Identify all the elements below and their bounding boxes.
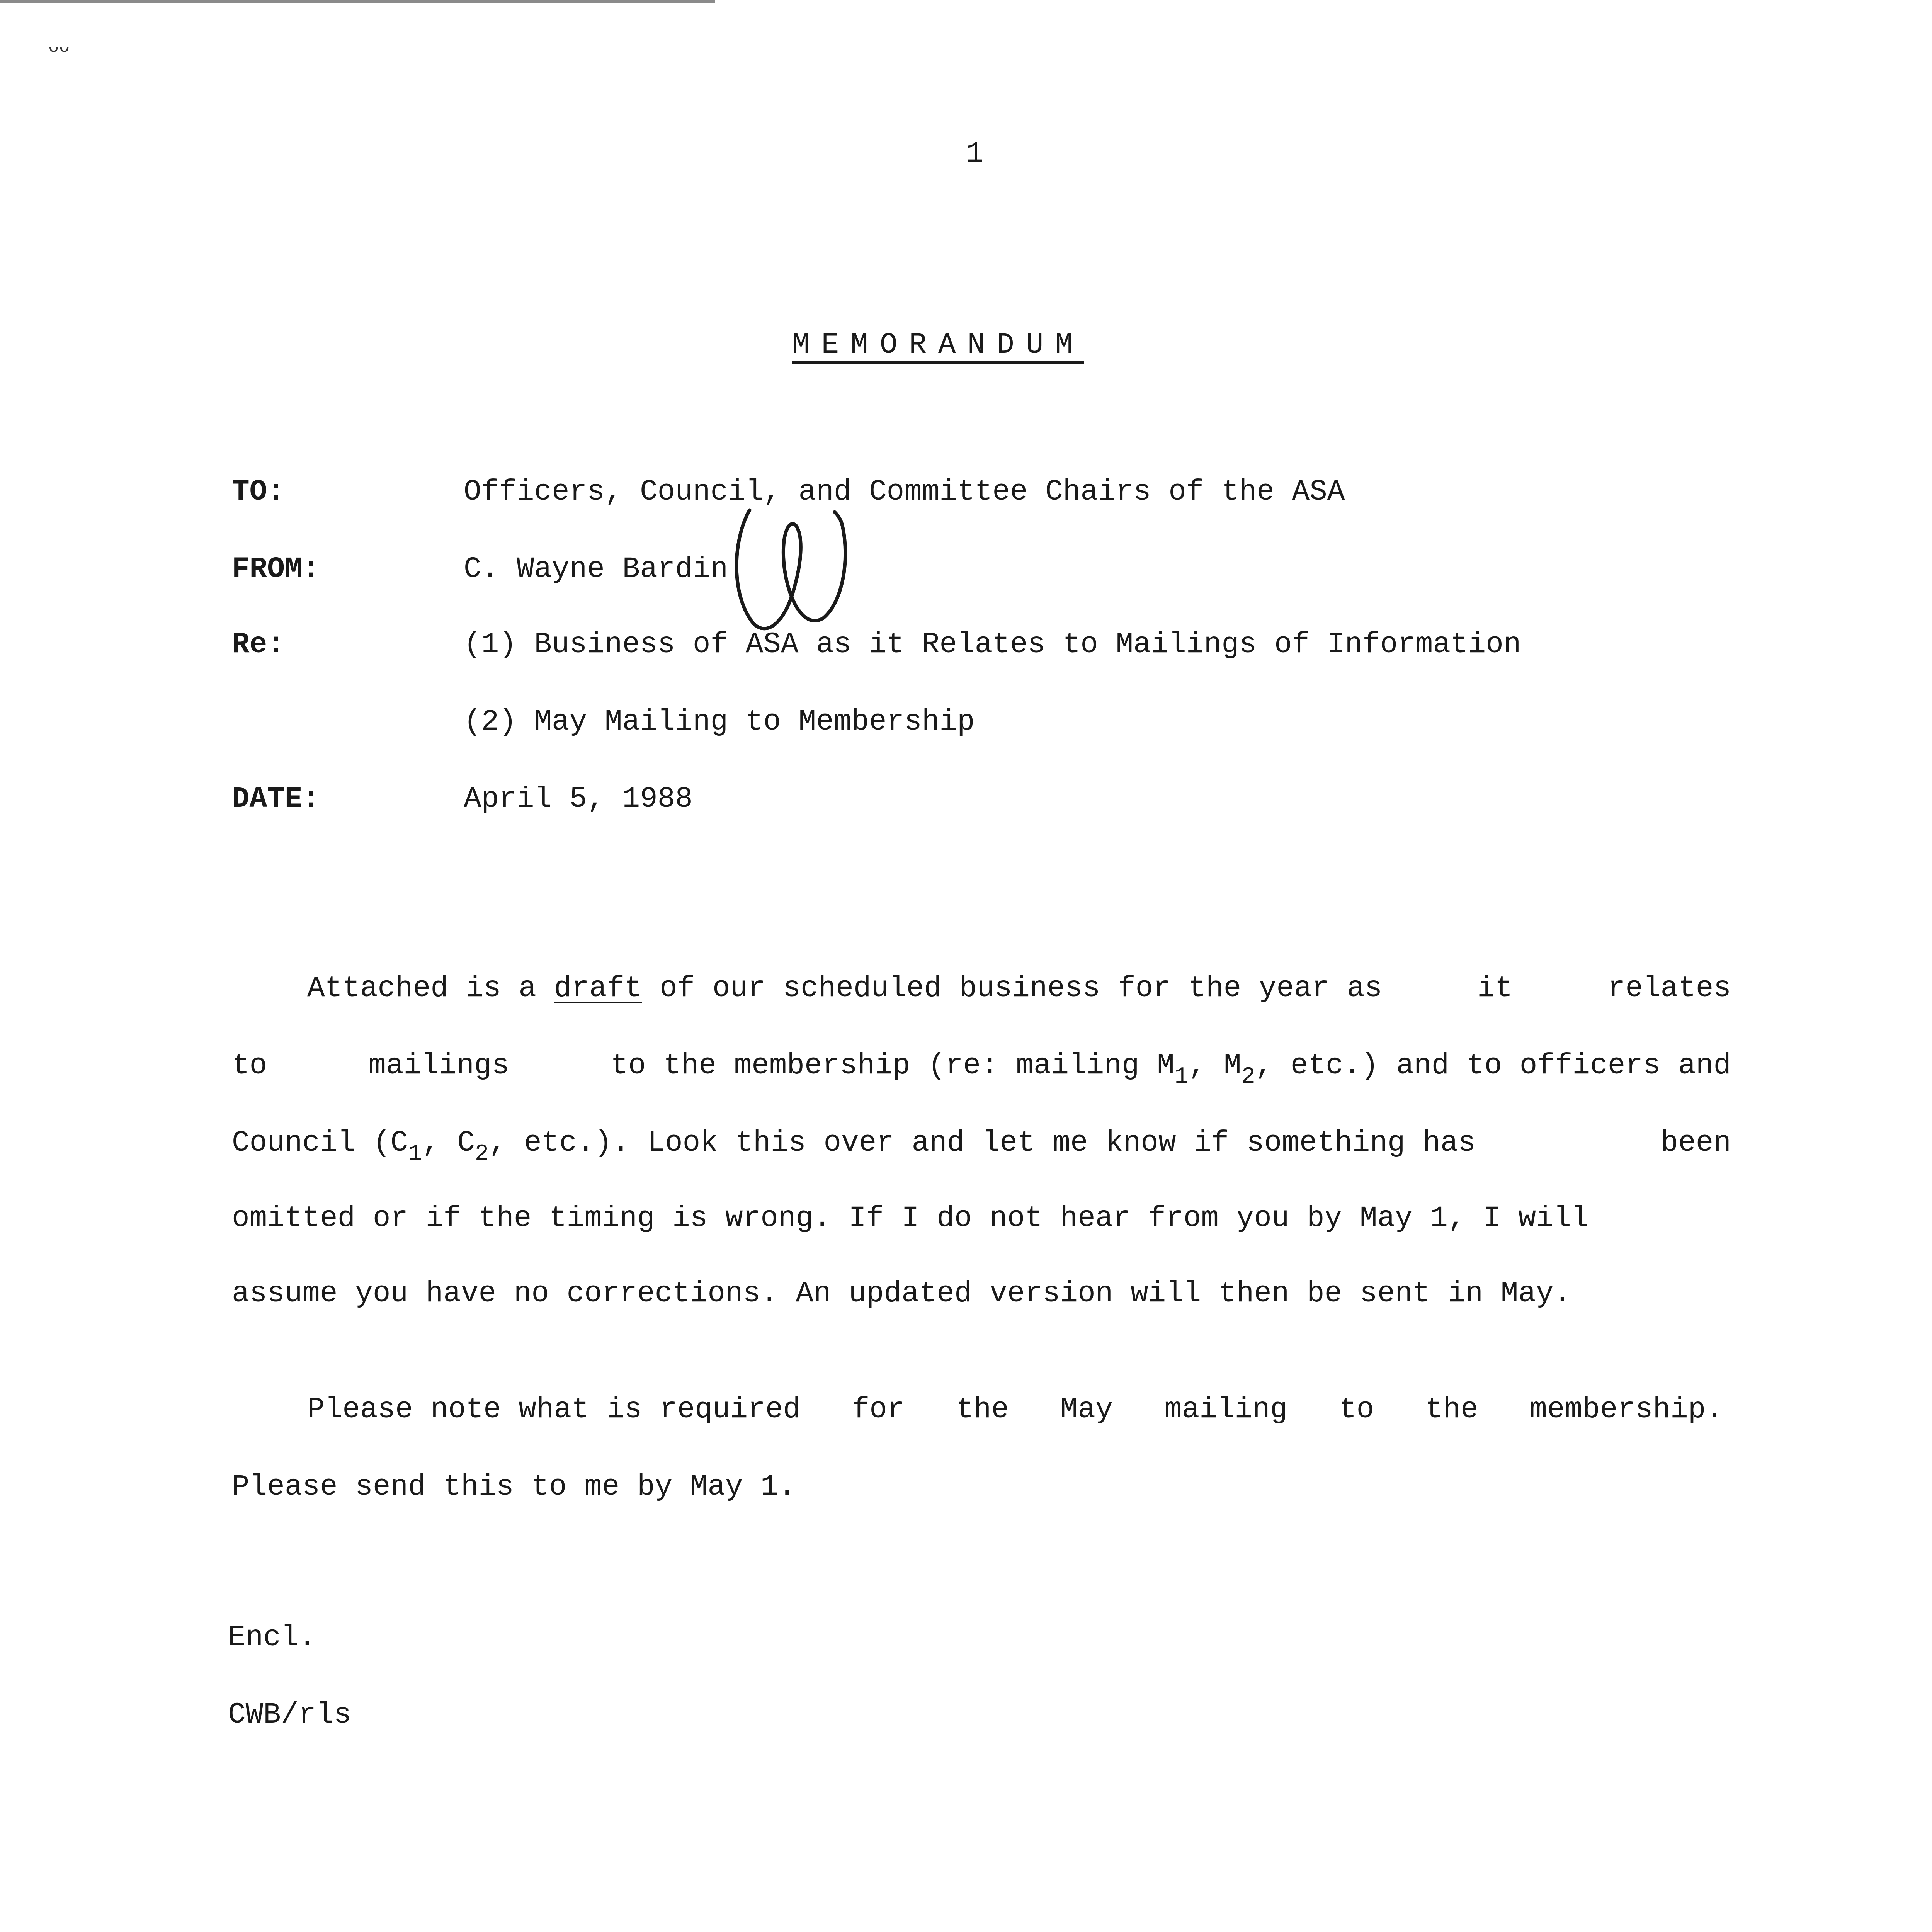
handwritten-initial-signature	[726, 502, 866, 649]
p1-text: to	[232, 1049, 267, 1082]
typist-initials: CWB/rls	[228, 1698, 352, 1731]
p2-line-1	[307, 1395, 1723, 1424]
p1-text: , C	[422, 1126, 475, 1160]
p1-text: relates	[1607, 972, 1731, 1005]
corner-mark: ᴗᴗ	[48, 37, 70, 57]
re-value-1: (1) Business of ASA as it Relates to Mailings of Information	[464, 628, 1521, 661]
p1-text: , M	[1188, 1049, 1242, 1082]
p1-text: Council (C	[232, 1126, 408, 1160]
p1-line-2	[232, 1049, 1731, 1090]
p2-line-2: Please send this to me by May 1.	[232, 1470, 796, 1503]
date-label: DATE:	[232, 782, 320, 816]
p2-word: for	[852, 1393, 905, 1426]
p1-text: , etc.). Look this over and let me know if something has	[488, 1126, 1476, 1160]
from-value: C. Wayne Bardin	[464, 553, 728, 586]
p2-word: May	[1060, 1393, 1113, 1426]
subscript-2: 2	[474, 1141, 489, 1167]
p1-line-3	[232, 1126, 1731, 1167]
p2-word: the	[1425, 1393, 1478, 1426]
memo-title: MEMORANDUM	[792, 330, 1084, 364]
p1-text: Attached is a	[307, 972, 536, 1005]
re-label: Re:	[232, 628, 285, 661]
p2-word: membership.	[1529, 1393, 1723, 1426]
p2-word: to	[1338, 1393, 1374, 1426]
page-number: 1	[966, 137, 984, 170]
p1-text: mailings	[368, 1049, 510, 1082]
to-value: Officers, Council, and Committee Chairs of the ASA	[464, 475, 1345, 509]
subscript-1: 1	[1174, 1064, 1189, 1090]
p1-line-1	[307, 974, 1731, 1003]
date-value: April 5, 1988	[464, 782, 693, 816]
enclosure-note: Encl.	[228, 1621, 316, 1654]
p2-word: mailing	[1164, 1393, 1288, 1426]
from-label: FROM:	[232, 553, 320, 586]
p1-line-4: omitted or if the timing is wrong. If I do not hear from you by May 1, I will	[232, 1202, 1589, 1235]
subscript-2: 2	[1241, 1064, 1255, 1090]
p2-word: the	[956, 1393, 1009, 1426]
p1-line-5: assume you have no corrections. An updated version will then be sent in May.	[232, 1277, 1571, 1310]
p1-text: it	[1477, 972, 1513, 1005]
draft-underlined: draft	[554, 972, 642, 1005]
p2-word: Please note what is required	[307, 1393, 801, 1426]
re-value-2: (2) May Mailing to Membership	[464, 705, 975, 738]
scan-edge-line	[0, 0, 715, 3]
p1-text: to the membership (re: mailing M	[611, 1049, 1175, 1082]
p1-text: , etc.) and to officers and	[1255, 1049, 1731, 1082]
to-label: TO:	[232, 475, 285, 509]
subscript-1: 1	[408, 1141, 422, 1167]
p1-text: of our scheduled business for the year as	[660, 972, 1383, 1005]
p1-text: been	[1660, 1126, 1731, 1160]
